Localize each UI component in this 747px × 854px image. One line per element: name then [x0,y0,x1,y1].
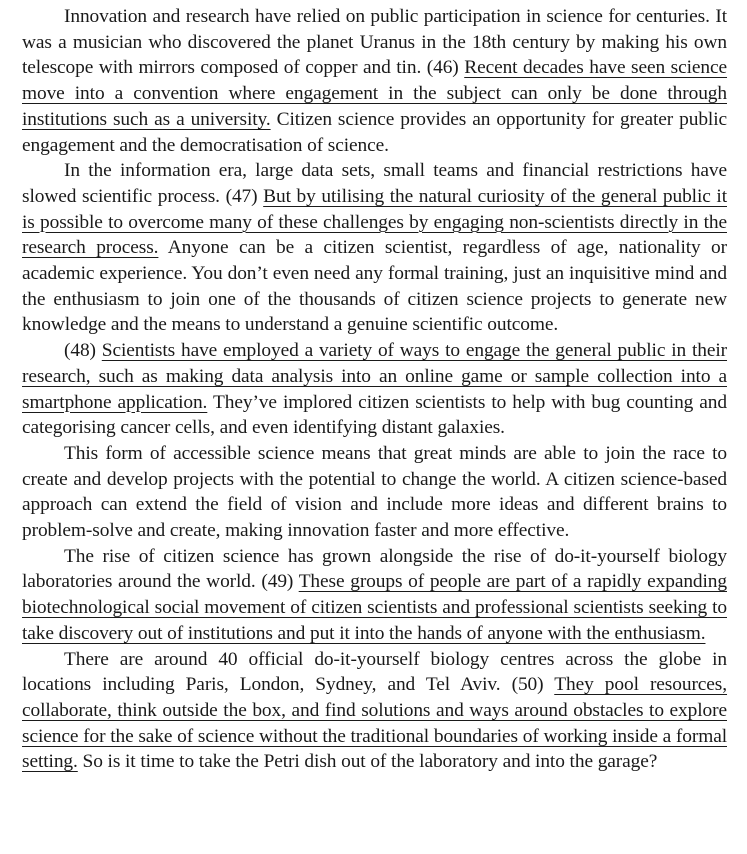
underlined-sentence-50: They pool resources, collaborate, think outside the box, and find solutions and ways around obstacles to explore science for the sake of science without the traditional boundaries of working inside a formal setting. [22,674,728,773]
paragraph-text: (48) [64,340,102,362]
underlined-sentence-49: These groups of people are part of a rapidly expanding biotechnological social movement of citizen scientists and professional scientists seeking to take discovery out of institutions and put it into the hands of anyone with the enthusiasm. [22,571,727,644]
paragraph-2 [22,158,727,338]
paragraph-text: They’ve implored citizen scientists to help with bug counting and categorising cancer cells, and even identifying distant galaxies. [22,391,727,439]
paragraph-6 [22,647,727,776]
paragraph-text: In the information era, large data sets, small teams and financial restrictions have slowed scientific process. (47) [22,160,727,207]
paragraph-text: Anyone can be a citizen scientist, regardless of age, nationality or academic experience. You don’t even need any formal training, just an inquisitive mind and the enthusiasm to join one of the thousands of citizen science projects to generate new knowledge and the means to understand a genuine scientific outcome. [22,237,728,336]
paragraph-text: The rise of citizen science has grown alongside the rise of do-it-yourself biology laboratories around the world. (49) [22,545,727,593]
paragraph-text: Citizen science provides an opportunity for greater public engagement and the democratisation of science. [22,108,727,156]
paragraph-text: So is it time to take the Petri dish out of the laboratory and into the garage? [77,751,658,773]
paragraph-3 [22,338,727,441]
paragraph-text: This form of accessible science means that great minds are able to join the race to create and develop projects with the potential to change the world. A citizen science-based approach can extend the field of vision and include more ideas and different brains to problem-solve and create, making innovation faster and more effective. [22,442,727,542]
underlined-sentence-47: But by utilising the natural curiosity of the general public it is possible to overcome many of these challenges by engaging non-scientists directly in the research process. [22,185,727,259]
paragraph-text: There are around 40 official do-it-yourself biology centres across the globe in locations including Paris, London, Sydney, and Tel Aviv. (50) [22,648,727,696]
paragraph-4 [22,441,727,544]
paragraph-1 [22,4,727,158]
reading-passage [22,4,727,775]
underlined-sentence-46: Recent decades have seen science move into a convention where engagement in the subject can only be done through institutions such as a university. [22,57,728,130]
underlined-sentence-48: Scientists have employed a variety of ways to engage the general public in their research, such as making data analysis into an online game or sample collection into a smartphone application. [22,340,728,413]
paragraph-5 [22,544,727,647]
paragraph-text: Innovation and research have relied on public participation in science for centuries. It was a musician who discovered the planet Uranus in the 18th century by making his own telescope with mirrors composed of copper and tin. (46) [22,6,727,79]
